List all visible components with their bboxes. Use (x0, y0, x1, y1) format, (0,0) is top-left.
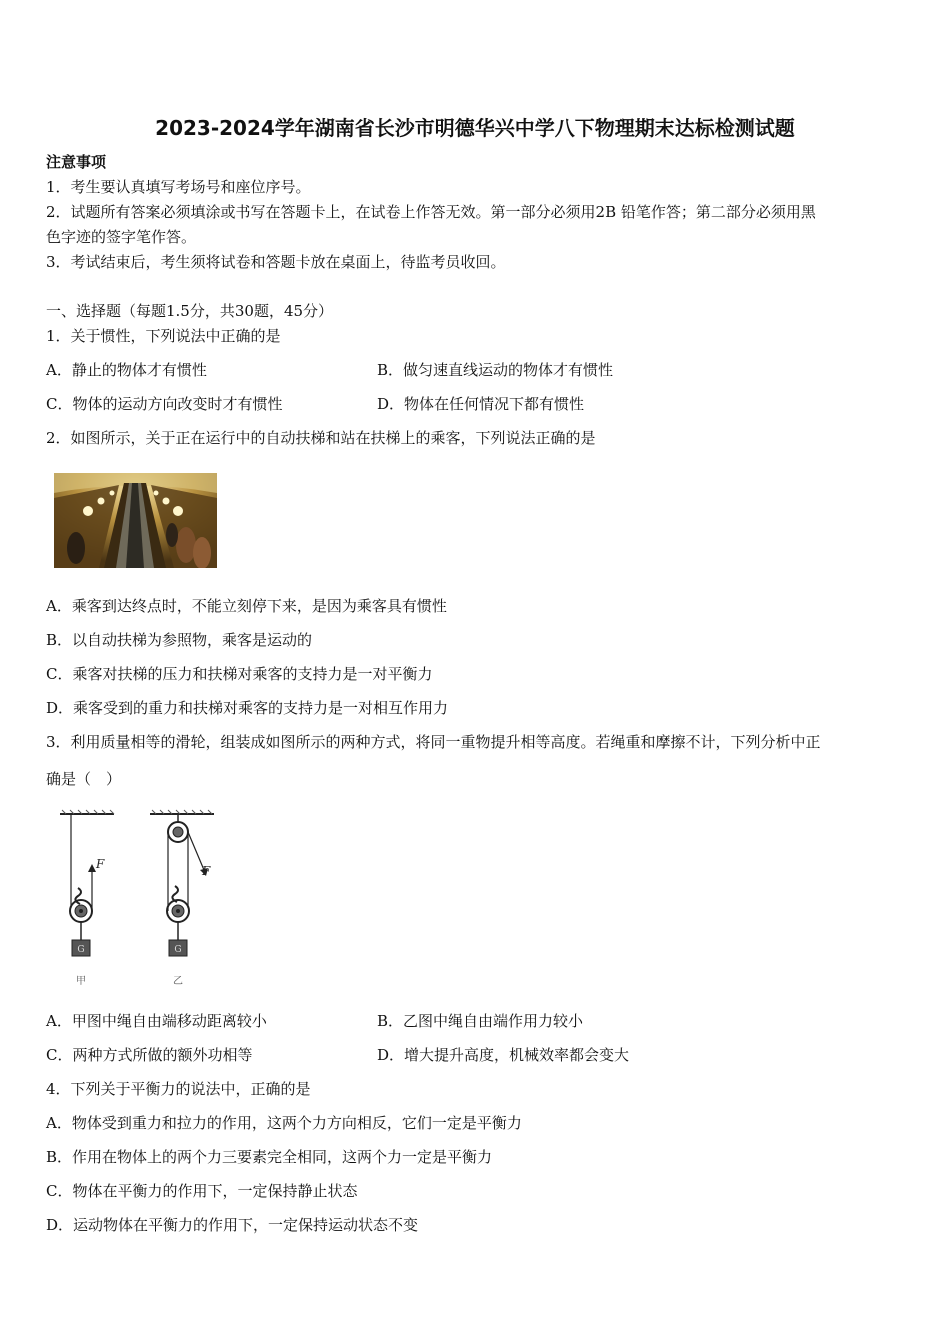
q3-option-b: B．乙图中绳自由端作用力较小 (377, 1012, 584, 1030)
notice-item-2-cont: 色字迹的签字笔作答。 (46, 228, 197, 246)
q4-option-d: D．运动物体在平衡力的作用下，一定保持运动状态不变 (46, 1216, 419, 1234)
notice-item-2: 2．试题所有答案必须填涂或书写在答题卡上，在试卷上作答无效。第一部分必须用2B 铅笔作答；第二部分必须用黑 (46, 203, 816, 221)
section-heading: 一、选择题（每题1.5分，共30题，45分） (46, 302, 334, 320)
pulley-right-force-label: F (202, 864, 211, 878)
pulley-left-force-label: F (96, 857, 105, 871)
page-title: 2023-2024学年湖南省长沙市明德华兴中学八下物理期末达标检测试题 (155, 116, 795, 140)
q3-stem-line-2: 确是（ ） (46, 770, 122, 788)
q1-stem: 1．关于惯性，下列说法中正确的是 (46, 327, 281, 345)
q2-option-a: A．乘客到达终点时，不能立刻停下来，是因为乘客具有惯性 (46, 597, 447, 615)
q4-option-b: B．作用在物体上的两个力三要素完全相同，这两个力一定是平衡力 (46, 1148, 493, 1166)
q3-option-d: D．增大提升高度，机械效率都会变大 (377, 1046, 630, 1064)
notice-heading: 注意事项 (46, 153, 107, 171)
q4-stem: 4．下列关于平衡力的说法中，正确的是 (46, 1080, 311, 1098)
pulley-left-label: 甲 (76, 976, 86, 987)
q1-option-d: D．物体在任何情况下都有惯性 (377, 395, 585, 413)
q1-option-a: A．静止的物体才有惯性 (46, 361, 207, 379)
svg-text:G: G (77, 945, 85, 955)
q1-option-c: C．物体的运动方向改变时才有惯性 (46, 395, 283, 413)
q3-stem-line-1: 3．利用质量相等的滑轮，组装成如图所示的两种方式，将同一重物提升相等高度。若绳重和摩擦不计，下列分析中正 (46, 733, 821, 751)
q2-stem: 2．如图所示，关于正在运行中的自动扶梯和站在扶梯上的乘客，下列说法正确的是 (46, 429, 596, 447)
q3-option-a: A．甲图中绳自由端移动距离较小 (46, 1012, 267, 1030)
q2-option-b: B．以自动扶梯为参照物，乘客是运动的 (46, 631, 313, 649)
notice-item-3: 3．考试结束后，考生须将试卷和答题卡放在桌面上，待监考员收回。 (46, 253, 506, 271)
escalator-photo (54, 473, 217, 568)
pulley-figure (52, 808, 232, 988)
q2-option-c: C．乘客对扶梯的压力和扶梯对乘客的支持力是一对平衡力 (46, 665, 433, 683)
q2-option-d: D．乘客受到的重力和扶梯对乘客的支持力是一对相互作用力 (46, 699, 449, 717)
notice-item-1: 1．考生要认真填写考场号和座位序号。 (46, 178, 311, 196)
q1-option-b: B．做匀速直线运动的物体才有惯性 (377, 361, 614, 379)
pulley-right-label: 乙 (173, 976, 183, 987)
q3-option-c: C．两种方式所做的额外功相等 (46, 1046, 253, 1064)
q4-option-a: A．物体受到重力和拉力的作用，这两个力方向相反，它们一定是平衡力 (46, 1114, 522, 1132)
svg-text:G: G (174, 945, 182, 955)
q4-option-c: C．物体在平衡力的作用下，一定保持静止状态 (46, 1182, 358, 1200)
